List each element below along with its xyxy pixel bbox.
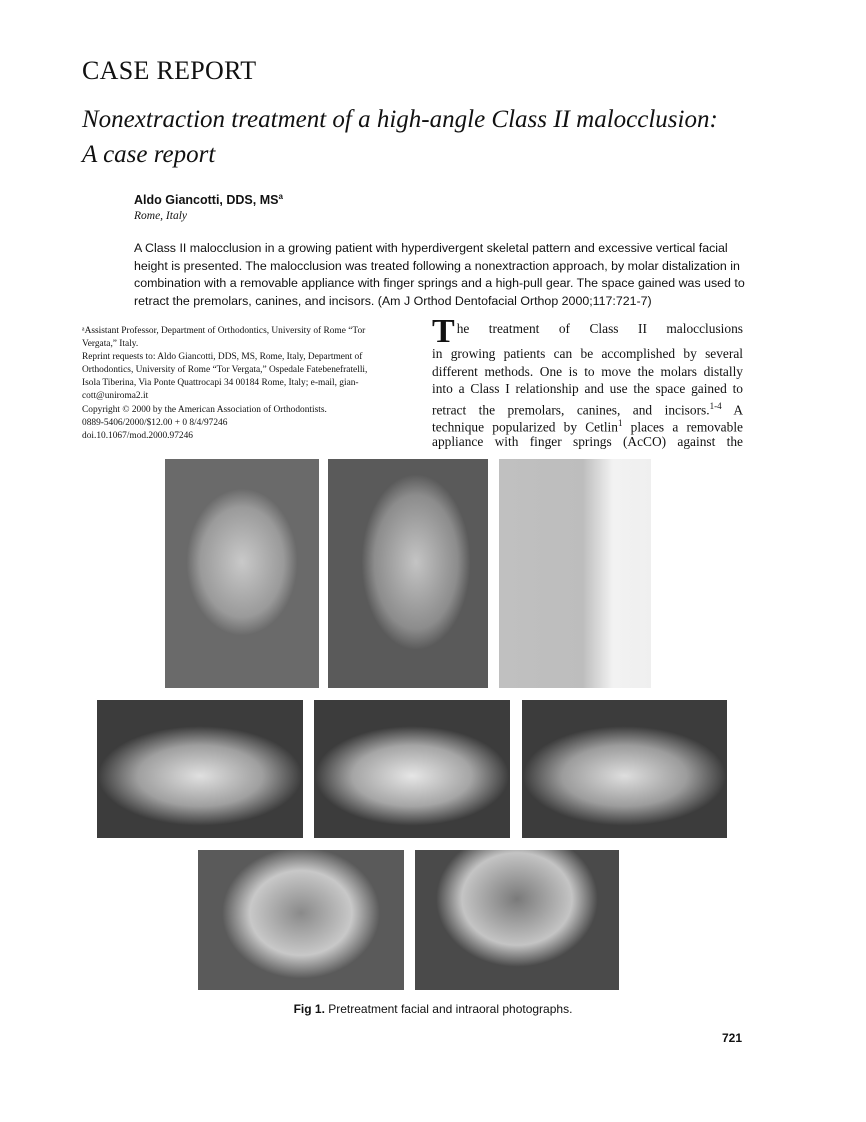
abstract-line: combination with a removable appliance with finger springs and a high-pull gear. The space gained was used to: [134, 276, 745, 291]
footnote-line: Vergata,” Italy.: [82, 339, 139, 350]
figure-caption: [0, 1002, 866, 1016]
abstract-line: retract the premolars, canines, and incisors. (Am J Orthod Dentofacial Orthop 2000;117:721-7): [134, 293, 652, 308]
body-line: appliance with finger springs (AcCO) against the: [432, 433, 743, 449]
footnote-line: Copyright © 2000 by the American Association of Orthodontists.: [82, 404, 327, 415]
footnote-line: doi.10.1067/mod.2000.97246: [82, 430, 193, 441]
citation: 1-4: [709, 400, 722, 411]
title-line: A case report: [82, 141, 216, 168]
article-title: [82, 102, 718, 172]
abstract-line: height is presented. The malocclusion was treated following a nonextraction approach, by molar distalization in: [134, 258, 740, 273]
footnote-line: Isola Tiberina, Via Ponte Quattrocapi 34 00184 Rome, Italy; e-mail, gian-: [82, 378, 359, 389]
photo-face-frontal: [165, 459, 319, 688]
body-line: into a Class I relationship and use the space gained to: [432, 381, 743, 397]
footnote-line: cott@uniroma2.it: [82, 391, 149, 402]
photo-lips-profile: [499, 459, 651, 688]
body-text: [432, 313, 744, 451]
footnote-line: ᵃAssistant Professor, Department of Orthodontics, University of Rome “Tor: [82, 326, 366, 336]
footnotes: [82, 325, 400, 443]
photo-face-profile: [328, 459, 488, 688]
caption-text: Pretreatment facial and intraoral photographs.: [324, 1002, 573, 1016]
abstract: [134, 240, 746, 310]
body-line: he treatment of Class II malocclusions: [456, 321, 743, 336]
body-line: [432, 398, 743, 416]
footnote-line: Reprint requests to: Aldo Giancotti, DDS, MS, Rome, Italy, Department of: [82, 352, 363, 363]
footnote-line: 0889-5406/2000/$12.00 + 0 8/4/97246: [82, 417, 228, 428]
body-text-span: places a removable: [622, 419, 743, 435]
author-location: Rome, Italy: [134, 210, 188, 222]
photo-intraoral-frontal: [314, 700, 510, 838]
author-name: Aldo Giancotti, DDS, MS: [134, 193, 279, 208]
drop-cap: T: [432, 313, 455, 350]
body-line: [432, 415, 743, 433]
page-number: 721: [721, 1031, 742, 1045]
author: [134, 192, 283, 207]
body-line: different methods. One is to move the molars distally: [432, 363, 743, 379]
abstract-line: A Class II malocclusion in a growing patient with hyperdivergent skeletal pattern and excessive vertical facial: [134, 241, 728, 255]
footnote-line: Orthodontics, University of Rome “Tor Vergata,” Ospedale Fatebenefratelli,: [82, 365, 368, 376]
caption-label: Fig 1.: [293, 1002, 325, 1016]
photo-intraoral-left: [522, 700, 727, 838]
photo-occlusal-lower: [415, 850, 619, 990]
body-text-span: A: [721, 402, 744, 418]
body-line: in growing patients can be accomplished by several: [432, 346, 743, 361]
body-text-span: retract the premolars, canines, and incisors.: [432, 402, 710, 418]
photo-occlusal-upper: [198, 850, 404, 990]
affil-mark: a: [278, 192, 283, 201]
section-heading: CASE REPORT: [82, 56, 257, 85]
body-text-span: technique popularized by Cetlin: [432, 419, 618, 435]
citation: 1: [617, 418, 623, 429]
title-line: Nonextraction treatment of a high-angle Class II malocclusion:: [82, 106, 718, 133]
photo-intraoral-right: [97, 700, 303, 838]
